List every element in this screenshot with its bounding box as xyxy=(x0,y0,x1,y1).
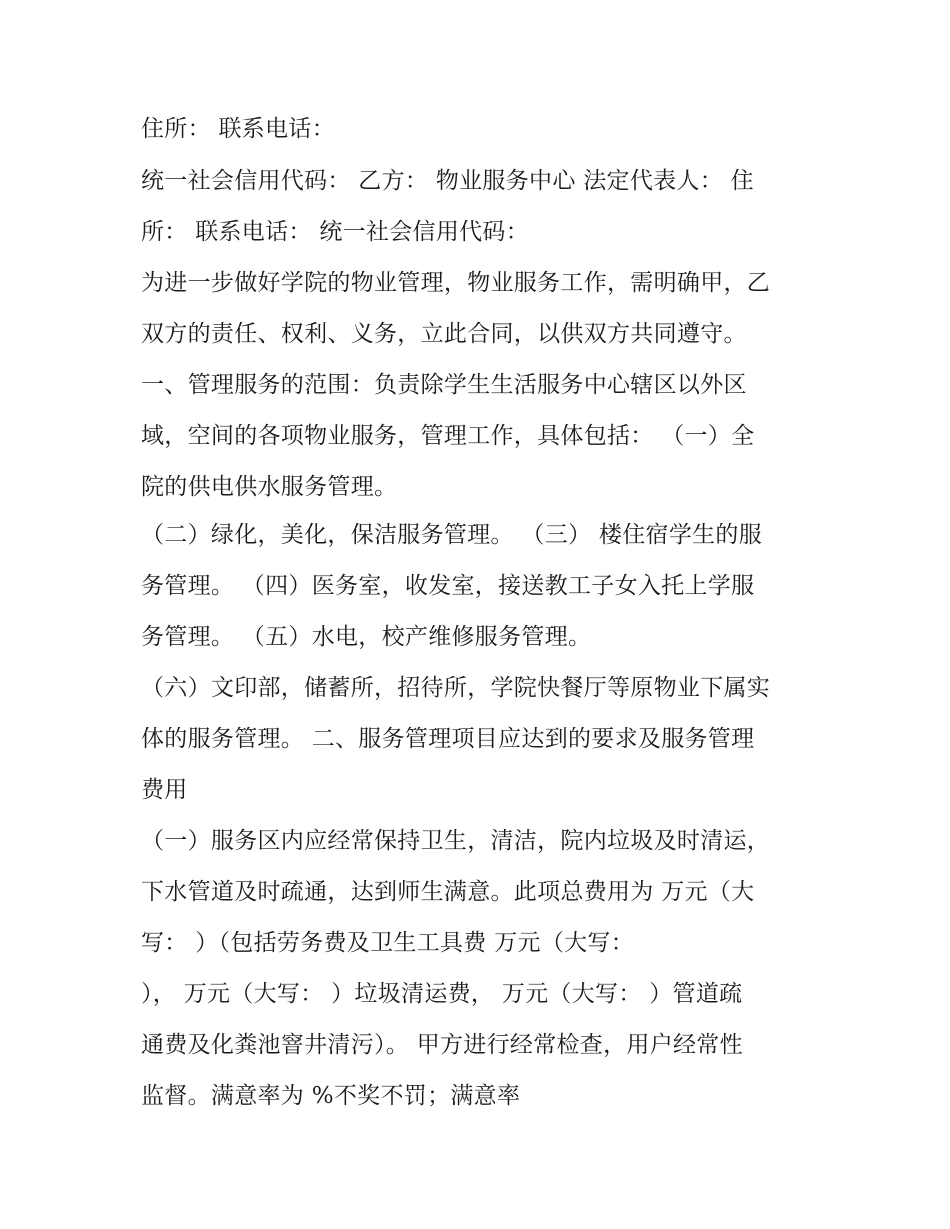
text-line: 下水管道及时疏通，达到师生满意。此项总费用为 万元（大 xyxy=(141,879,755,905)
text-line: 域，空间的各项物业服务，管理工作，具体包括： （一）全 xyxy=(141,423,755,449)
text-line: 统一社会信用代码： 乙方： 物业服务中心 法定代表人： 住 xyxy=(141,168,754,194)
text-line: 监督。满意率为 %不奖不罚；满意率 xyxy=(141,1083,521,1109)
text-line: 写： ）（包括劳务费及卫生工具费 万元（大写： xyxy=(141,930,635,956)
text-line: 费用 xyxy=(141,777,188,803)
text-line: （一）服务区内应经常保持卫生，清洁，院内垃圾及时清运， xyxy=(141,828,771,854)
text-line: 双方的责任、权利、义务，立此合同，以供双方共同遵守。 xyxy=(141,321,747,347)
text-line: ）， 万元（大写： ）垃圾清运费， 万元（大写： ）管道疏 xyxy=(141,981,743,1007)
text-line: 通费及化粪池窨井清污）。 甲方进行经常检查，用户经常性 xyxy=(141,1032,743,1058)
text-line: 一、管理服务的范围：负责除学生生活服务中心辖区以外区 xyxy=(141,372,747,398)
text-line: 务管理。 （五）水电，校产维修服务管理。 xyxy=(141,624,592,650)
text-line: 住所： 联系电话： xyxy=(141,116,336,142)
text-line: 为进一步做好学院的物业管理，物业服务工作，需明确甲，乙 xyxy=(141,270,771,296)
text-line: （六）文印部，储蓄所，招待所，学院快餐厅等原物业下属实 xyxy=(141,675,771,701)
text-line: 务管理。 （四）医务室，收发室，接送教工子女入托上学服 xyxy=(141,573,755,599)
text-line: 所： 联系电话： 统一社会信用代码： xyxy=(141,219,530,245)
text-line: （二）绿化，美化，保洁服务管理。 （三） 楼住宿学生的服 xyxy=(141,522,763,548)
text-line: 院的供电供水服务管理。 xyxy=(141,474,398,500)
text-line: 体的服务管理。 二、服务管理项目应达到的要求及服务管理 xyxy=(141,726,755,752)
